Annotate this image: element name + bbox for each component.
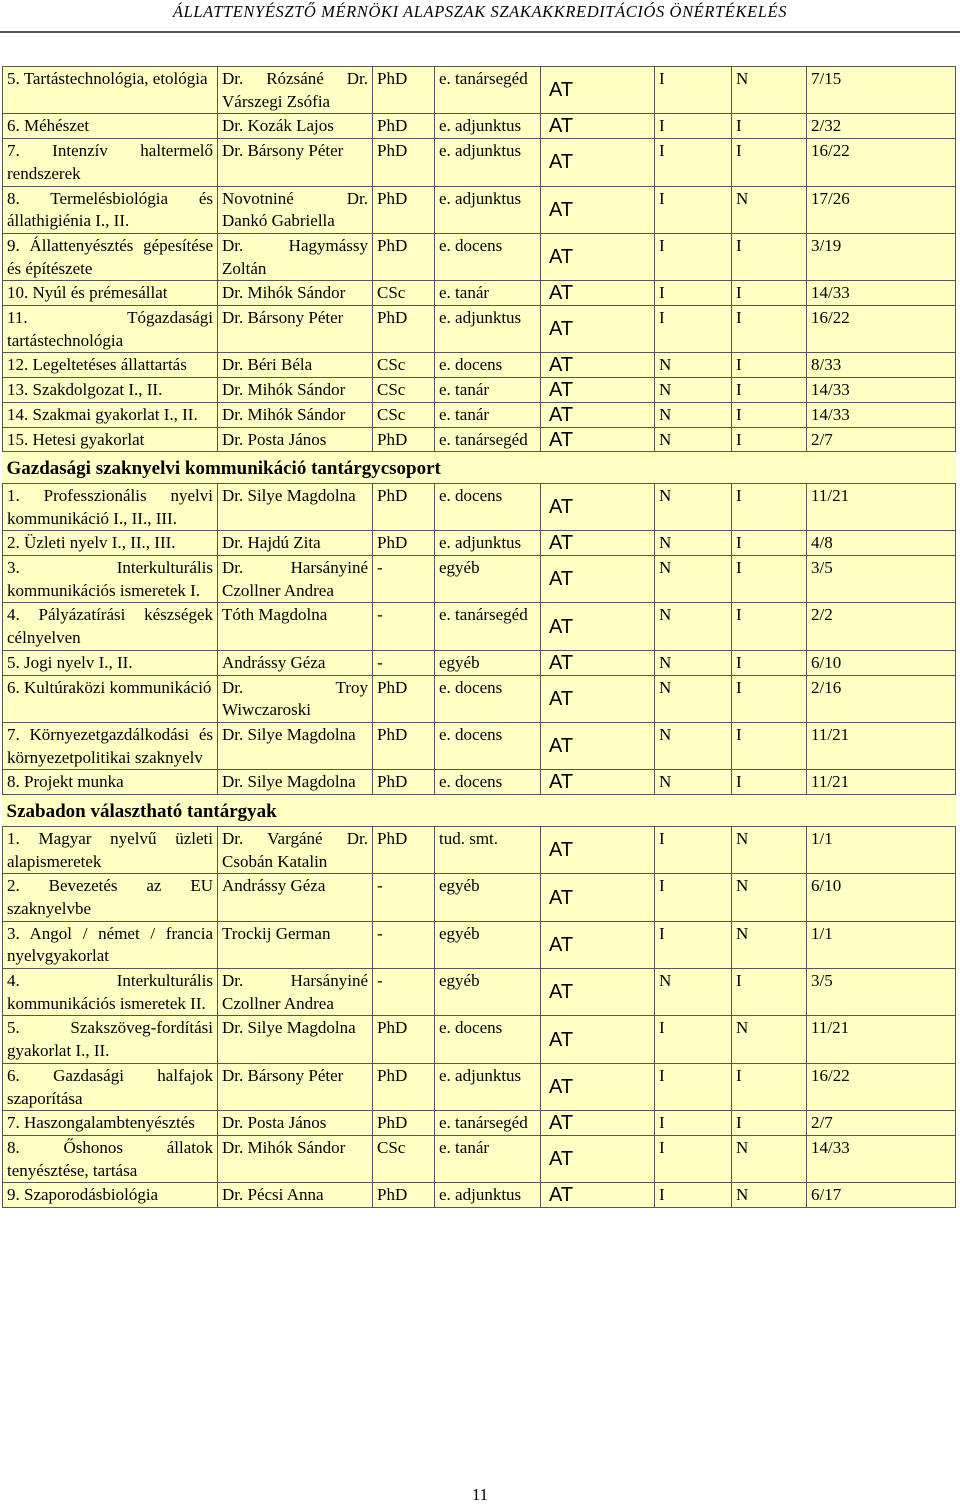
at-cell: AT (541, 1016, 655, 1063)
subject-cell: 5. Tartástechnológia, etológia (3, 67, 218, 114)
table-row (3, 969, 956, 1016)
subject-cell: 6. Méhészet (3, 114, 218, 139)
degree-cell: - (373, 650, 435, 675)
subject-cell: 15. Hetesi gyakorlat (3, 427, 218, 452)
status-cell-2: I (732, 1063, 807, 1110)
status-cell-1: N (655, 969, 732, 1016)
at-cell: AT (541, 233, 655, 280)
lecturer-cell: Dr. Mihók Sándor (218, 378, 373, 403)
degree-cell: - (373, 874, 435, 921)
hours-cell: 6/17 (807, 1183, 956, 1208)
lecturer-cell: Novotniné Dr. Dankó Gabriella (218, 186, 373, 233)
status-cell-1: I (655, 1016, 732, 1063)
table-row (3, 826, 956, 873)
at-cell: AT (541, 483, 655, 530)
table-row (3, 233, 956, 280)
at-cell: AT (541, 281, 655, 306)
at-cell: AT (541, 67, 655, 114)
hours-cell: 11/21 (807, 1016, 956, 1063)
position-cell: e. tanár (435, 1135, 541, 1182)
position-cell: e. docens (435, 1016, 541, 1063)
degree-cell: CSc (373, 402, 435, 427)
position-cell: e. docens (435, 722, 541, 769)
position-cell: e. tanár (435, 281, 541, 306)
table-row (3, 139, 956, 186)
hours-cell: 14/33 (807, 1135, 956, 1182)
status-cell-1: I (655, 921, 732, 968)
lecturer-cell: Tóth Magdolna (218, 603, 373, 650)
table-row (3, 186, 956, 233)
status-cell-2: N (732, 1016, 807, 1063)
at-cell: AT (541, 1183, 655, 1208)
at-cell: AT (541, 675, 655, 722)
table-row (3, 556, 956, 603)
status-cell-1: N (655, 353, 732, 378)
lecturer-cell: Dr. Posta János (218, 1111, 373, 1136)
degree-cell: PhD (373, 1016, 435, 1063)
status-cell-1: N (655, 531, 732, 556)
subject-cell: 7. Intenzív haltermelő rendszerek (3, 139, 218, 186)
degree-cell: - (373, 969, 435, 1016)
table-row (3, 1183, 956, 1208)
table-row (3, 427, 956, 452)
lecturer-cell: Dr. Bársony Péter (218, 306, 373, 353)
hours-cell: 3/5 (807, 969, 956, 1016)
at-cell: AT (541, 306, 655, 353)
hours-cell: 14/33 (807, 378, 956, 403)
subject-cell: 9. Állattenyésztés gépesítése és építészete (3, 233, 218, 280)
degree-cell: PhD (373, 186, 435, 233)
page-number: 11 (471, 1485, 489, 1504)
subject-cell: 4. Pályázatírási készségek célnyelven (3, 603, 218, 650)
degree-cell: - (373, 603, 435, 650)
degree-cell: PhD (373, 722, 435, 769)
subject-cell: 8. Termelésbiológia és állathigiénia I., II. (3, 186, 218, 233)
section-title: Gazdasági szaknyelvi kommunikáció tantárgycsoport (3, 452, 956, 484)
at-cell: AT (541, 427, 655, 452)
lecturer-cell: Dr. Silye Magdolna (218, 483, 373, 530)
subject-cell: 3. Interkulturális kommunikációs ismeretek I. (3, 556, 218, 603)
table-row (3, 353, 956, 378)
at-cell: AT (541, 531, 655, 556)
lecturer-cell: Dr. Hajdú Zita (218, 531, 373, 556)
hours-cell: 14/33 (807, 402, 956, 427)
status-cell-1: I (655, 1111, 732, 1136)
status-cell-1: I (655, 1183, 732, 1208)
status-cell-2: N (732, 1135, 807, 1182)
degree-cell: PhD (373, 233, 435, 280)
degree-cell: CSc (373, 378, 435, 403)
hours-cell: 8/33 (807, 353, 956, 378)
status-cell-2: I (732, 1111, 807, 1136)
lecturer-cell: Dr. Silye Magdolna (218, 722, 373, 769)
lecturer-cell: Dr. Hagymássy Zoltán (218, 233, 373, 280)
position-cell: egyéb (435, 874, 541, 921)
status-cell-2: I (732, 378, 807, 403)
position-cell: e. tanár (435, 378, 541, 403)
section-title: Szabadon választható tantárgyak (3, 795, 956, 827)
subject-cell: 14. Szakmai gyakorlat I., II. (3, 402, 218, 427)
lecturer-cell: Andrássy Géza (218, 874, 373, 921)
position-cell: e. adjunktus (435, 1183, 541, 1208)
section-title-row (3, 795, 956, 827)
status-cell-2: I (732, 306, 807, 353)
table-row (3, 378, 956, 403)
table-row (3, 531, 956, 556)
hours-cell: 1/1 (807, 921, 956, 968)
position-cell: e. tanársegéd (435, 427, 541, 452)
status-cell-2: I (732, 114, 807, 139)
lecturer-cell: Dr. Béri Béla (218, 353, 373, 378)
hours-cell: 16/22 (807, 306, 956, 353)
subject-cell: 8. Őshonos állatok tenyésztése, tartása (3, 1135, 218, 1182)
at-cell: AT (541, 114, 655, 139)
position-cell: e. adjunktus (435, 186, 541, 233)
degree-cell: PhD (373, 306, 435, 353)
at-cell: AT (541, 969, 655, 1016)
position-cell: e. tanársegéd (435, 603, 541, 650)
hours-cell: 2/7 (807, 427, 956, 452)
lecturer-cell: Dr. Troy Wiwczaroski (218, 675, 373, 722)
table-row (3, 402, 956, 427)
status-cell-1: N (655, 650, 732, 675)
at-cell: AT (541, 722, 655, 769)
lecturer-cell: Dr. Bársony Péter (218, 1063, 373, 1110)
subject-cell: 5. Szakszöveg-fordítási gyakorlat I., II. (3, 1016, 218, 1063)
status-cell-1: I (655, 281, 732, 306)
position-cell: e. tanársegéd (435, 67, 541, 114)
table-row (3, 770, 956, 795)
degree-cell: PhD (373, 826, 435, 873)
status-cell-1: I (655, 874, 732, 921)
position-cell: e. adjunktus (435, 306, 541, 353)
lecturer-cell: Trockij German (218, 921, 373, 968)
position-cell: e. adjunktus (435, 531, 541, 556)
status-cell-2: N (732, 186, 807, 233)
status-cell-2: N (732, 1183, 807, 1208)
hours-cell: 14/33 (807, 281, 956, 306)
position-cell: e. tanár (435, 402, 541, 427)
hours-cell: 17/26 (807, 186, 956, 233)
at-cell: AT (541, 770, 655, 795)
lecturer-cell: Dr. Posta János (218, 427, 373, 452)
status-cell-1: N (655, 427, 732, 452)
lecturer-cell: Dr. Pécsi Anna (218, 1183, 373, 1208)
status-cell-1: I (655, 1063, 732, 1110)
degree-cell: PhD (373, 427, 435, 452)
hours-cell: 6/10 (807, 874, 956, 921)
position-cell: e. docens (435, 770, 541, 795)
subject-cell: 10. Nyúl és prémesállat (3, 281, 218, 306)
hours-cell: 2/7 (807, 1111, 956, 1136)
section-title-row (3, 452, 956, 484)
degree-cell: PhD (373, 1063, 435, 1110)
table-row (3, 1135, 956, 1182)
hours-cell: 16/22 (807, 139, 956, 186)
status-cell-1: I (655, 114, 732, 139)
subject-cell: 13. Szakdolgozat I., II. (3, 378, 218, 403)
status-cell-1: I (655, 233, 732, 280)
at-cell: AT (541, 353, 655, 378)
lecturer-cell: Dr. Kozák Lajos (218, 114, 373, 139)
status-cell-2: I (732, 353, 807, 378)
status-cell-2: I (732, 483, 807, 530)
lecturer-cell: Andrássy Géza (218, 650, 373, 675)
hours-cell: 11/21 (807, 770, 956, 795)
status-cell-1: N (655, 378, 732, 403)
status-cell-1: I (655, 826, 732, 873)
degree-cell: PhD (373, 531, 435, 556)
table-row (3, 114, 956, 139)
at-cell: AT (541, 874, 655, 921)
table-row (3, 1063, 956, 1110)
header-rule (0, 31, 960, 33)
subject-cell: 7. Környezetgazdálkodási és környezetpolitikai szaknyelv (3, 722, 218, 769)
status-cell-2: I (732, 650, 807, 675)
document-header: ÁLLATTENYÉSZTŐ MÉRNÖKI ALAPSZAK SZAKAKKREDITÁCIÓS ÖNÉRTÉKELÉS (172, 2, 788, 21)
at-cell: AT (541, 402, 655, 427)
status-cell-1: N (655, 770, 732, 795)
position-cell: e. docens (435, 675, 541, 722)
status-cell-1: I (655, 139, 732, 186)
table-row (3, 1016, 956, 1063)
status-cell-2: I (732, 675, 807, 722)
hours-cell: 3/5 (807, 556, 956, 603)
position-cell: egyéb (435, 969, 541, 1016)
degree-cell: CSc (373, 1135, 435, 1182)
table-row (3, 650, 956, 675)
at-cell: AT (541, 378, 655, 403)
subject-cell: 7. Haszongalambtenyésztés (3, 1111, 218, 1136)
lecturer-cell: Dr. Mihók Sándor (218, 281, 373, 306)
status-cell-2: I (732, 281, 807, 306)
position-cell: egyéb (435, 650, 541, 675)
degree-cell: CSc (373, 353, 435, 378)
position-cell: e. adjunktus (435, 114, 541, 139)
degree-cell: PhD (373, 67, 435, 114)
status-cell-1: N (655, 556, 732, 603)
hours-cell: 2/2 (807, 603, 956, 650)
table-row (3, 1111, 956, 1136)
lecturer-cell: Dr. Rózsáné Dr. Várszegi Zsófia (218, 67, 373, 114)
status-cell-1: N (655, 402, 732, 427)
hours-cell: 3/19 (807, 233, 956, 280)
position-cell: egyéb (435, 921, 541, 968)
course-table (2, 66, 956, 1208)
hours-cell: 11/21 (807, 483, 956, 530)
status-cell-1: N (655, 603, 732, 650)
degree-cell: - (373, 921, 435, 968)
status-cell-2: I (732, 969, 807, 1016)
subject-cell: 3. Angol / német / francia nyelvgyakorlat (3, 921, 218, 968)
position-cell: e. tanársegéd (435, 1111, 541, 1136)
degree-cell: PhD (373, 483, 435, 530)
degree-cell: PhD (373, 1111, 435, 1136)
subject-cell: 12. Legeltetéses állattartás (3, 353, 218, 378)
subject-cell: 5. Jogi nyelv I., II. (3, 650, 218, 675)
table-row (3, 874, 956, 921)
status-cell-1: N (655, 483, 732, 530)
status-cell-1: I (655, 1135, 732, 1182)
subject-cell: 2. Bevezetés az EU szaknyelvbe (3, 874, 218, 921)
at-cell: AT (541, 921, 655, 968)
status-cell-2: I (732, 603, 807, 650)
at-cell: AT (541, 1111, 655, 1136)
status-cell-2: I (732, 233, 807, 280)
subject-cell: 4. Interkulturális kommunikációs ismeretek II. (3, 969, 218, 1016)
status-cell-1: I (655, 306, 732, 353)
degree-cell: PhD (373, 139, 435, 186)
lecturer-cell: Dr. Silye Magdolna (218, 770, 373, 795)
subject-cell: 11. Tógazdasági tartástechnológia (3, 306, 218, 353)
subject-cell: 9. Szaporodásbiológia (3, 1183, 218, 1208)
table-row (3, 483, 956, 530)
status-cell-1: N (655, 675, 732, 722)
status-cell-2: I (732, 770, 807, 795)
status-cell-2: I (732, 427, 807, 452)
table-row (3, 281, 956, 306)
lecturer-cell: Dr. Bársony Péter (218, 139, 373, 186)
lecturer-cell: Dr. Silye Magdolna (218, 1016, 373, 1063)
table-row (3, 722, 956, 769)
at-cell: AT (541, 186, 655, 233)
degree-cell: PhD (373, 675, 435, 722)
at-cell: AT (541, 826, 655, 873)
lecturer-cell: Dr. Vargáné Dr. Csobán Katalin (218, 826, 373, 873)
hours-cell: 2/32 (807, 114, 956, 139)
lecturer-cell: Dr. Harsányiné Czollner Andrea (218, 556, 373, 603)
table-row (3, 306, 956, 353)
status-cell-2: I (732, 402, 807, 427)
status-cell-1: I (655, 186, 732, 233)
position-cell: e. docens (435, 483, 541, 530)
at-cell: AT (541, 556, 655, 603)
status-cell-2: I (732, 556, 807, 603)
status-cell-1: I (655, 67, 732, 114)
subject-cell: 6. Kultúraközi kommunikáció (3, 675, 218, 722)
at-cell: AT (541, 139, 655, 186)
subject-cell: 1. Magyar nyelvű üzleti alapismeretek (3, 826, 218, 873)
at-cell: AT (541, 1135, 655, 1182)
subject-cell: 6. Gazdasági halfajok szaporítása (3, 1063, 218, 1110)
at-cell: AT (541, 1063, 655, 1110)
position-cell: e. adjunktus (435, 1063, 541, 1110)
degree-cell: PhD (373, 1183, 435, 1208)
table-row (3, 675, 956, 722)
hours-cell: 16/22 (807, 1063, 956, 1110)
degree-cell: PhD (373, 114, 435, 139)
position-cell: e. docens (435, 353, 541, 378)
lecturer-cell: Dr. Mihók Sándor (218, 402, 373, 427)
subject-cell: 2. Üzleti nyelv I., II., III. (3, 531, 218, 556)
at-cell: AT (541, 650, 655, 675)
hours-cell: 11/21 (807, 722, 956, 769)
hours-cell: 4/8 (807, 531, 956, 556)
degree-cell: CSc (373, 281, 435, 306)
hours-cell: 6/10 (807, 650, 956, 675)
degree-cell: PhD (373, 770, 435, 795)
lecturer-cell: Dr. Mihók Sándor (218, 1135, 373, 1182)
lecturer-cell: Dr. Harsányiné Czollner Andrea (218, 969, 373, 1016)
position-cell: e. adjunktus (435, 139, 541, 186)
position-cell: egyéb (435, 556, 541, 603)
position-cell: tud. smt. (435, 826, 541, 873)
status-cell-2: I (732, 531, 807, 556)
table-row (3, 921, 956, 968)
degree-cell: - (373, 556, 435, 603)
hours-cell: 2/16 (807, 675, 956, 722)
position-cell: e. docens (435, 233, 541, 280)
subject-cell: 1. Professzionális nyelvi kommunikáció I., II., III. (3, 483, 218, 530)
table-row (3, 603, 956, 650)
hours-cell: 7/15 (807, 67, 956, 114)
status-cell-2: I (732, 722, 807, 769)
table-row (3, 67, 956, 114)
subject-cell: 8. Projekt munka (3, 770, 218, 795)
status-cell-2: N (732, 921, 807, 968)
status-cell-1: N (655, 722, 732, 769)
status-cell-2: I (732, 139, 807, 186)
status-cell-2: N (732, 874, 807, 921)
status-cell-2: N (732, 826, 807, 873)
status-cell-2: N (732, 67, 807, 114)
hours-cell: 1/1 (807, 826, 956, 873)
at-cell: AT (541, 603, 655, 650)
